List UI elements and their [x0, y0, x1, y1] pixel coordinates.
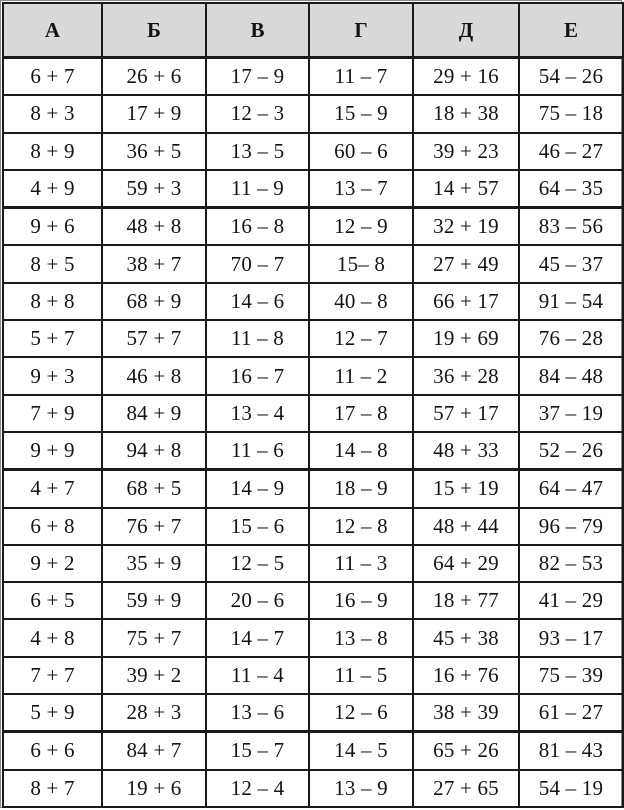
table-cell: 4 + 7 — [3, 470, 102, 508]
table-cell: 64 – 47 — [519, 470, 623, 508]
table-row — [3, 58, 623, 96]
table-cell: 6 + 5 — [3, 582, 102, 619]
table-cell: 19 + 6 — [102, 770, 206, 807]
table-cell: 8 + 7 — [3, 770, 102, 807]
table-cell: 12 – 4 — [206, 770, 309, 807]
table-cell: 17 + 9 — [102, 95, 206, 132]
table-cell: 84 – 48 — [519, 357, 623, 394]
table-cell: 13 – 7 — [309, 170, 413, 208]
table-cell: 13 – 9 — [309, 770, 413, 807]
table-cell: 26 + 6 — [102, 58, 206, 96]
table-cell: 39 + 2 — [102, 657, 206, 694]
table-cell: 13 – 6 — [206, 694, 309, 732]
table-cell: 96 – 79 — [519, 508, 623, 545]
table-cell: 14 – 5 — [309, 732, 413, 770]
table-cell: 66 + 17 — [413, 283, 519, 320]
table-cell: 48 + 44 — [413, 508, 519, 545]
header-row — [3, 3, 623, 58]
table-cell: 36 + 5 — [102, 133, 206, 170]
table-cell: 13 – 5 — [206, 133, 309, 170]
table-cell: 38 + 39 — [413, 694, 519, 732]
table-row — [3, 133, 623, 170]
table-cell: 93 – 17 — [519, 619, 623, 656]
table-cell: 36 + 28 — [413, 357, 519, 394]
table-cell: 94 + 8 — [102, 432, 206, 470]
table-cell: 52 – 26 — [519, 432, 623, 470]
table-cell: 11 – 4 — [206, 657, 309, 694]
column-header: Е — [519, 3, 623, 58]
table-cell: 70 – 7 — [206, 245, 309, 282]
table-cell: 64 + 29 — [413, 545, 519, 582]
table-cell: 46 – 27 — [519, 133, 623, 170]
table-cell: 13 – 8 — [309, 619, 413, 656]
table-cell: 12 – 5 — [206, 545, 309, 582]
table-cell: 57 + 17 — [413, 395, 519, 432]
table-cell: 75 – 39 — [519, 657, 623, 694]
table-row — [3, 432, 623, 470]
table-cell: 9 + 2 — [3, 545, 102, 582]
table-cell: 16 – 8 — [206, 208, 309, 246]
table-cell: 60 – 6 — [309, 133, 413, 170]
table-body — [3, 58, 623, 808]
table-cell: 29 + 16 — [413, 58, 519, 96]
table-cell: 14 – 9 — [206, 470, 309, 508]
table-cell: 11 – 2 — [309, 357, 413, 394]
table-cell: 16 + 76 — [413, 657, 519, 694]
table-row — [3, 770, 623, 807]
table-cell: 48 + 33 — [413, 432, 519, 470]
table-cell: 8 + 9 — [3, 133, 102, 170]
table-cell: 65 + 26 — [413, 732, 519, 770]
table-cell: 18 – 9 — [309, 470, 413, 508]
table-cell: 14 – 8 — [309, 432, 413, 470]
table-row — [3, 694, 623, 732]
table-cell: 11 – 6 — [206, 432, 309, 470]
table-cell: 15 + 19 — [413, 470, 519, 508]
table-cell: 8 + 3 — [3, 95, 102, 132]
table-cell: 11 – 9 — [206, 170, 309, 208]
table-cell: 64 – 35 — [519, 170, 623, 208]
table-cell: 76 + 7 — [102, 508, 206, 545]
table-row — [3, 732, 623, 770]
table-cell: 59 + 9 — [102, 582, 206, 619]
table-cell: 83 – 56 — [519, 208, 623, 246]
table-cell: 12 – 6 — [309, 694, 413, 732]
table-cell: 11 – 7 — [309, 58, 413, 96]
table-cell: 27 + 49 — [413, 245, 519, 282]
table-cell: 68 + 5 — [102, 470, 206, 508]
table-cell: 12 – 8 — [309, 508, 413, 545]
table-row — [3, 170, 623, 208]
table-cell: 16 – 9 — [309, 582, 413, 619]
table-cell: 14 + 57 — [413, 170, 519, 208]
table-cell: 59 + 3 — [102, 170, 206, 208]
table-cell: 45 + 38 — [413, 619, 519, 656]
table-row — [3, 395, 623, 432]
table-cell: 48 + 8 — [102, 208, 206, 246]
table-cell: 14 – 6 — [206, 283, 309, 320]
table-cell: 28 + 3 — [102, 694, 206, 732]
table-cell: 7 + 9 — [3, 395, 102, 432]
table-cell: 45 – 37 — [519, 245, 623, 282]
table-cell: 68 + 9 — [102, 283, 206, 320]
column-header: Б — [102, 3, 206, 58]
table-cell: 39 + 23 — [413, 133, 519, 170]
table-cell: 11 – 3 — [309, 545, 413, 582]
column-header: В — [206, 3, 309, 58]
table-row — [3, 283, 623, 320]
table-cell: 82 – 53 — [519, 545, 623, 582]
table-row — [3, 470, 623, 508]
table-cell: 84 + 9 — [102, 395, 206, 432]
table-row — [3, 245, 623, 282]
table-cell: 4 + 8 — [3, 619, 102, 656]
table-cell: 9 + 6 — [3, 208, 102, 246]
table-cell: 12 – 7 — [309, 320, 413, 357]
table-cell: 40 – 8 — [309, 283, 413, 320]
table-cell: 8 + 8 — [3, 283, 102, 320]
table-cell: 18 + 38 — [413, 95, 519, 132]
table-row — [3, 320, 623, 357]
table-cell: 46 + 8 — [102, 357, 206, 394]
table-cell: 14 – 7 — [206, 619, 309, 656]
arithmetic-table — [2, 2, 624, 808]
table-cell: 15 – 6 — [206, 508, 309, 545]
table-cell: 6 + 7 — [3, 58, 102, 96]
table-cell: 8 + 5 — [3, 245, 102, 282]
table-cell: 18 + 77 — [413, 582, 519, 619]
table-cell: 32 + 19 — [413, 208, 519, 246]
table-row — [3, 545, 623, 582]
table-cell: 6 + 8 — [3, 508, 102, 545]
table-cell: 6 + 6 — [3, 732, 102, 770]
table-cell: 17 – 9 — [206, 58, 309, 96]
table-cell: 37 – 19 — [519, 395, 623, 432]
column-header: А — [3, 3, 102, 58]
table-cell: 54 – 19 — [519, 770, 623, 807]
table-row — [3, 95, 623, 132]
table-cell: 75 – 18 — [519, 95, 623, 132]
table-row — [3, 357, 623, 394]
table-row — [3, 657, 623, 694]
table-cell: 15 – 9 — [309, 95, 413, 132]
table-cell: 20 – 6 — [206, 582, 309, 619]
table-cell: 75 + 7 — [102, 619, 206, 656]
table-cell: 11 – 8 — [206, 320, 309, 357]
table-cell: 81 – 43 — [519, 732, 623, 770]
table-row — [3, 582, 623, 619]
table-cell: 35 + 9 — [102, 545, 206, 582]
table-cell: 11 – 5 — [309, 657, 413, 694]
table-cell: 12 – 3 — [206, 95, 309, 132]
table-cell: 19 + 69 — [413, 320, 519, 357]
table-row — [3, 208, 623, 246]
table-cell: 15 – 7 — [206, 732, 309, 770]
table-cell: 4 + 9 — [3, 170, 102, 208]
table-cell: 84 + 7 — [102, 732, 206, 770]
table-row — [3, 619, 623, 656]
table-cell: 9 + 3 — [3, 357, 102, 394]
table-cell: 57 + 7 — [102, 320, 206, 357]
column-header: Д — [413, 3, 519, 58]
table-cell: 7 + 7 — [3, 657, 102, 694]
table-cell: 9 + 9 — [3, 432, 102, 470]
table-cell: 12 – 9 — [309, 208, 413, 246]
table-cell: 5 + 7 — [3, 320, 102, 357]
table-row — [3, 508, 623, 545]
table-cell: 27 + 65 — [413, 770, 519, 807]
table-cell: 13 – 4 — [206, 395, 309, 432]
table-cell: 54 – 26 — [519, 58, 623, 96]
table-cell: 16 – 7 — [206, 357, 309, 394]
table-cell: 17 – 8 — [309, 395, 413, 432]
table-cell: 76 – 28 — [519, 320, 623, 357]
table-cell: 38 + 7 — [102, 245, 206, 282]
table-cell: 15– 8 — [309, 245, 413, 282]
table-cell: 5 + 9 — [3, 694, 102, 732]
table-cell: 91 – 54 — [519, 283, 623, 320]
column-header: Г — [309, 3, 413, 58]
table-cell: 41 – 29 — [519, 582, 623, 619]
table-cell: 61 – 27 — [519, 694, 623, 732]
